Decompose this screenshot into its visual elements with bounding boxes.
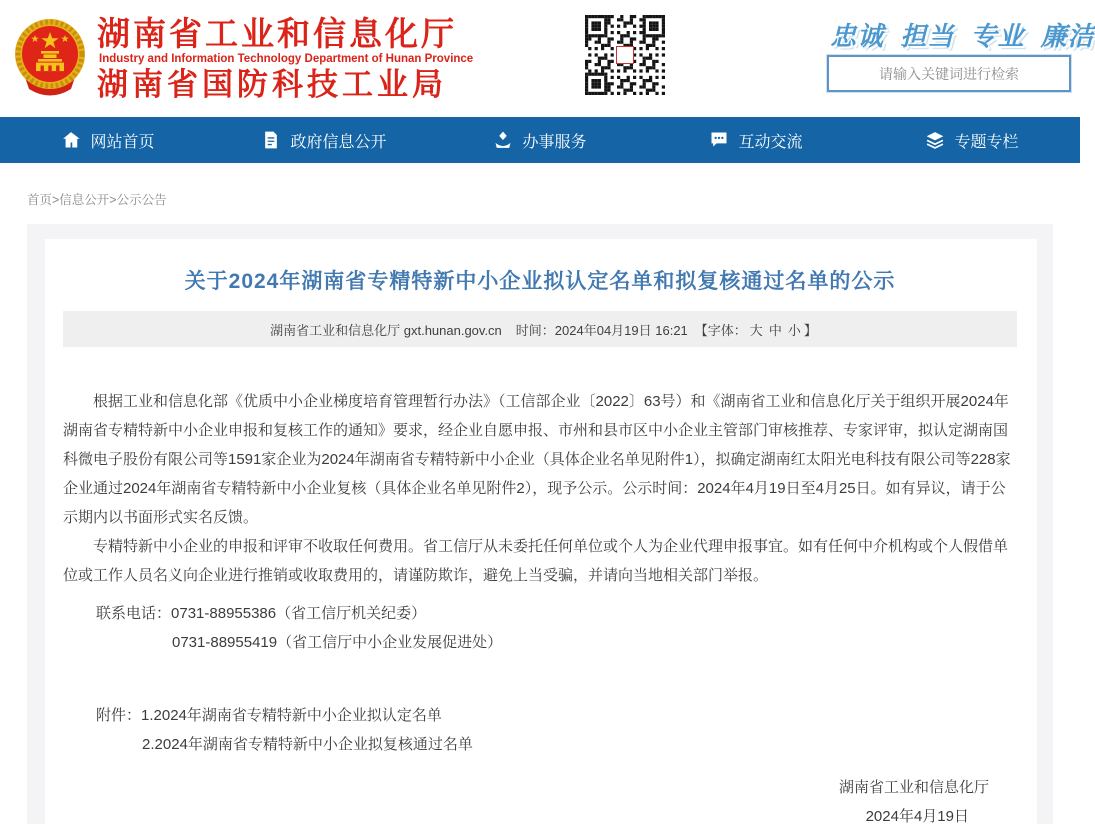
org-title-en: Industry and Information Technology Department of Hunan Province [99, 53, 474, 65]
main-nav [0, 117, 1080, 163]
signature-block [63, 773, 1017, 831]
nav-item-topics[interactable] [864, 117, 1080, 163]
contact-label: 联系电话： [96, 605, 172, 622]
qr-code [585, 15, 665, 95]
brand-titles [97, 16, 473, 102]
national-emblem-logo [14, 18, 86, 100]
article-card [45, 239, 1037, 824]
font-size-label: 【字体： [694, 322, 747, 338]
paragraph-1: 根据工业和信息化部《优质中小企业梯度培育管理暂行办法》（工信部企业〔2022〕63号）和《湖南省工业和信息化厅关于组织开展2024年湖南省专精特新中小企业申报和复核工作的通知》要求，经企业自愿申报、市州和县市区中小企业主管部门审核推荐、专家评审，拟认定湖南国科微电子股份有限公司等1591家企业为2024年湖南省专精特新中小企业（具体企业名单见附件1），拟确定湖南红太阳光电科技有限公司等228家企业通过2024年湖南省专精特新中小企业复核（具体企业名单见附件2），现予公示。公示时间：2024年4月19日至4月25日。如有异议，请于公示期内以书面形式实名反馈。 [63, 393, 1011, 526]
site-header [0, 0, 1095, 117]
nav-item-info-disclosure[interactable] [216, 117, 432, 163]
attachments-block [63, 701, 1017, 759]
contact-phone-1: 0731-88955386（省工信厅机关纪委） [171, 605, 427, 622]
nav-item-services[interactable] [432, 117, 648, 163]
article-meta-bar [63, 311, 1017, 347]
attachment-link-1[interactable]: 1.2024年湖南省专精特新中小企业拟认定名单 [141, 707, 442, 724]
attachments-label: 附件： [96, 707, 142, 724]
chat-icon [709, 130, 729, 150]
nav-item-label: 网站首页 [90, 133, 155, 151]
signature-date: 2024年4月19日 [865, 808, 969, 825]
paragraph-2: 专精特新中小企业的申报和评审不收取任何费用。省工信厅从未委托任何单位或个人为企业代理申报事宜。如有任何中介机构或个人假借单位或工作人员名义向企业进行推销或收取费用的，请谨防欺诈，避免上当受骗，并请向当地相关部门举报。 [63, 538, 1009, 584]
nav-item-label: 互动交流 [738, 133, 803, 151]
content-panel [27, 224, 1053, 824]
home-icon [61, 130, 81, 150]
article-time: 时间：2024年04月19日 16:21 [515, 322, 688, 338]
org-title-cn-2: 湖南省国防科技工业局 [97, 67, 447, 102]
nav-item-home[interactable] [0, 117, 216, 163]
layers-icon [925, 130, 945, 150]
contact-line [96, 599, 1017, 628]
breadcrumb[interactable]: 首页>信息公开>公示公告 [27, 193, 167, 207]
signature-org: 湖南省工业和信息化厅 [838, 779, 989, 796]
nav-item-interaction[interactable] [648, 117, 864, 163]
service-icon [493, 130, 513, 150]
org-title-cn-1: 湖南省工业和信息化厅 [97, 15, 457, 52]
nav-item-label: 专题专栏 [954, 133, 1019, 151]
article-title: 关于2024年湖南省专精特新中小企业拟认定名单和拟复核通过名单的公示 [184, 270, 896, 293]
font-size-large-button[interactable]: 大 [749, 322, 763, 338]
contact-phone-2: 0731-88955419（省工信厅中小企业发展促进处） [172, 634, 503, 651]
font-size-small-button[interactable]: 小 [787, 322, 801, 338]
nav-item-label: 政府信息公开 [290, 133, 387, 151]
slogan-text: 忠诚 担当 专业 廉洁 [830, 21, 1095, 51]
font-size-label-end: 】 [803, 322, 817, 338]
article-source: 湖南省工业和信息化厅 gxt.hunan.gov.cn [270, 322, 502, 338]
contact-block [63, 599, 1017, 657]
nav-item-label: 办事服务 [522, 133, 587, 151]
document-icon [261, 130, 281, 150]
article-body [63, 387, 1017, 831]
font-size-medium-button[interactable]: 中 [768, 322, 782, 338]
attachment-line [96, 701, 1017, 730]
attachment-link-2[interactable]: 2.2024年湖南省专精特新中小企业拟复核通过名单 [142, 736, 473, 753]
qr-center-logo [616, 46, 634, 64]
search-input[interactable] [827, 55, 1071, 92]
